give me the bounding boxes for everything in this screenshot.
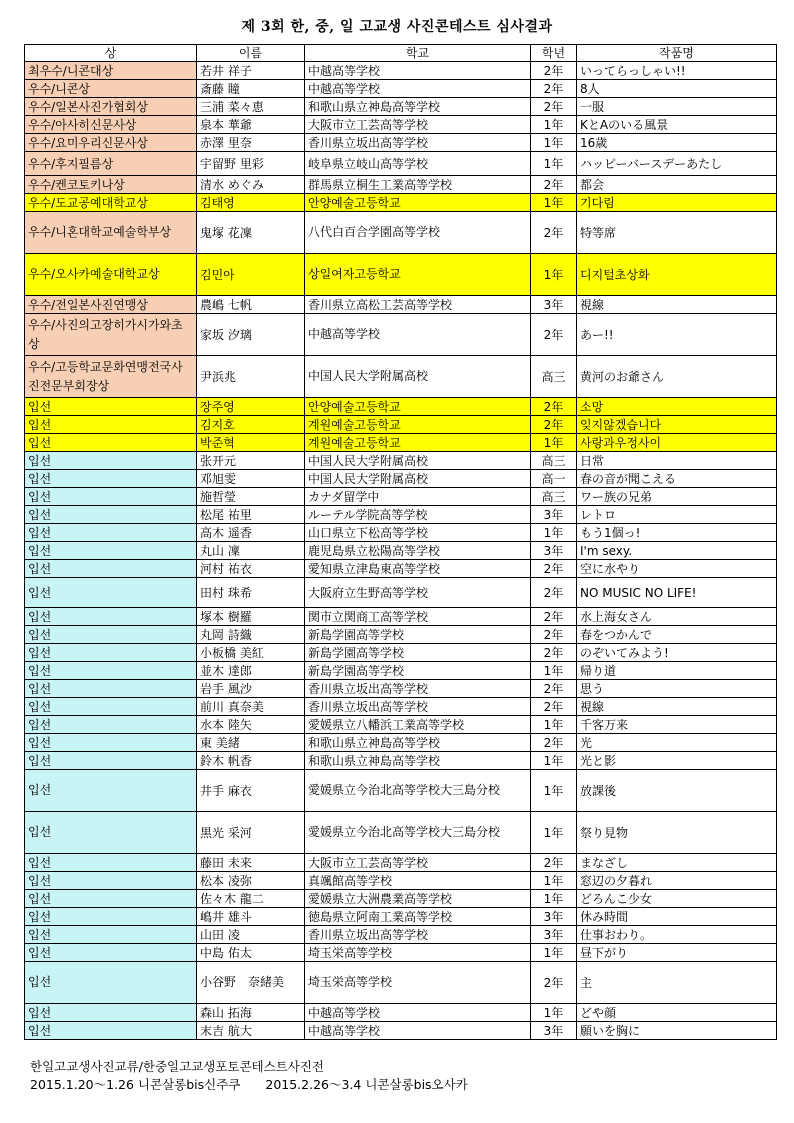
school-cell: 和歌山県立神島高等学校 — [305, 752, 531, 770]
award-cell: 입선 — [25, 770, 197, 812]
work-cell: 都会 — [577, 176, 777, 194]
table-row — [25, 812, 777, 854]
grade-cell: 1年 — [531, 134, 577, 152]
grade-cell: 2年 — [531, 62, 577, 80]
school-cell: 愛知県立津島東高等学校 — [305, 560, 531, 578]
grade-cell: 1年 — [531, 662, 577, 680]
school-cell: 안양예술고등학교 — [305, 398, 531, 416]
school-cell: 안양예술고등학교 — [305, 194, 531, 212]
work-cell: 水上海女さん — [577, 608, 777, 626]
name-cell: 森山 拓海 — [197, 1004, 305, 1022]
grade-cell: 1年 — [531, 890, 577, 908]
column-header-grade: 학년 — [531, 45, 577, 62]
award-cell: 우수/니콘상 — [25, 80, 197, 98]
name-cell: 井手 麻衣 — [197, 770, 305, 812]
award-cell: 입선 — [25, 542, 197, 560]
work-cell: いってらっしゃい!! — [577, 62, 777, 80]
name-cell: 松尾 祐里 — [197, 506, 305, 524]
grade-cell: 2年 — [531, 314, 577, 356]
school-cell: 和歌山県立神島高等学校 — [305, 98, 531, 116]
school-cell: 大阪市立工芸高等学校 — [305, 116, 531, 134]
table-row — [25, 608, 777, 626]
table-row — [25, 926, 777, 944]
name-cell: 박준혁 — [197, 434, 305, 452]
work-cell: 視線 — [577, 698, 777, 716]
table-row — [25, 854, 777, 872]
table-row — [25, 698, 777, 716]
work-cell: I'm sexy. — [577, 542, 777, 560]
name-cell: 黒光 采河 — [197, 812, 305, 854]
table-row — [25, 1004, 777, 1022]
work-cell: もう1個っ! — [577, 524, 777, 542]
school-cell: 香川県立坂出高等学校 — [305, 134, 531, 152]
work-cell: 願いを胸に — [577, 1022, 777, 1040]
table-row — [25, 890, 777, 908]
award-cell: 우수/후지필름상 — [25, 152, 197, 176]
table-row — [25, 488, 777, 506]
award-cell: 입선 — [25, 1004, 197, 1022]
name-cell: 小谷野 奈緒美 — [197, 962, 305, 1004]
award-cell: 입선 — [25, 608, 197, 626]
work-cell: 光 — [577, 734, 777, 752]
grade-cell: 1年 — [531, 812, 577, 854]
name-cell: 김지호 — [197, 416, 305, 434]
table-row — [25, 872, 777, 890]
grade-cell: 2年 — [531, 962, 577, 1004]
work-cell: のぞいてみよう! — [577, 644, 777, 662]
name-cell: 藤田 未来 — [197, 854, 305, 872]
work-cell: あー!! — [577, 314, 777, 356]
grade-cell: 2年 — [531, 398, 577, 416]
table-row — [25, 194, 777, 212]
name-cell: 塚本 樹羅 — [197, 608, 305, 626]
work-cell: 仕事おわり。 — [577, 926, 777, 944]
grade-cell: 2年 — [531, 626, 577, 644]
name-cell: 高木 遥香 — [197, 524, 305, 542]
work-cell: 8人 — [577, 80, 777, 98]
table-row — [25, 398, 777, 416]
work-cell: 黄河のお爺さん — [577, 356, 777, 398]
name-cell: 清水 めぐみ — [197, 176, 305, 194]
school-cell: 新島学園高等学校 — [305, 626, 531, 644]
grade-cell: 1年 — [531, 944, 577, 962]
table-row — [25, 506, 777, 524]
work-cell: 視線 — [577, 296, 777, 314]
grade-cell: 1年 — [531, 434, 577, 452]
name-cell: 鬼塚 花凜 — [197, 212, 305, 254]
name-cell: 宇留野 里彩 — [197, 152, 305, 176]
grade-cell: 2年 — [531, 680, 577, 698]
award-cell: 입선 — [25, 524, 197, 542]
grade-cell: 2年 — [531, 176, 577, 194]
name-cell: 山田 凌 — [197, 926, 305, 944]
school-cell: 山口県立下松高等学校 — [305, 524, 531, 542]
page-title: 제 3회 한, 중, 일 고교생 사진콘테스트 심사결과 — [241, 19, 553, 35]
name-cell: 前川 真奈美 — [197, 698, 305, 716]
award-cell: 입선 — [25, 944, 197, 962]
award-cell: 우수/사진의고장히가시가와초상 — [25, 314, 197, 356]
name-cell: 水本 陸矢 — [197, 716, 305, 734]
award-cell: 입선 — [25, 962, 197, 1004]
award-cell: 입선 — [25, 626, 197, 644]
name-cell: 丸山 凜 — [197, 542, 305, 560]
table-row — [25, 434, 777, 452]
name-cell: 河村 祐衣 — [197, 560, 305, 578]
table-row — [25, 644, 777, 662]
table-row — [25, 770, 777, 812]
work-cell: 사랑과우정사이 — [577, 434, 777, 452]
school-cell: 大阪市立工芸高等学校 — [305, 854, 531, 872]
table-row — [25, 152, 777, 176]
school-cell: 中越高等学校 — [305, 1022, 531, 1040]
grade-cell: 2年 — [531, 578, 577, 608]
school-cell: 계원예술고등학교 — [305, 434, 531, 452]
grade-cell: 1年 — [531, 524, 577, 542]
table-row — [25, 116, 777, 134]
school-cell: 中越高等学校 — [305, 80, 531, 98]
grade-cell: 高一 — [531, 470, 577, 488]
grade-cell: 3年 — [531, 926, 577, 944]
name-cell: 中島 佑太 — [197, 944, 305, 962]
footer-exhibition-title: 한일고교생사진교류/한중일고교생포토콘테스트사진전 — [30, 1059, 325, 1074]
name-cell: 若井 祥子 — [197, 62, 305, 80]
work-cell: どろんこ少女 — [577, 890, 777, 908]
award-cell: 입선 — [25, 434, 197, 452]
school-cell: 中国人民大学附属高校 — [305, 452, 531, 470]
work-cell: 光と影 — [577, 752, 777, 770]
grade-cell: 2年 — [531, 644, 577, 662]
school-cell: 中越高等学校 — [305, 314, 531, 356]
work-cell: 放課後 — [577, 770, 777, 812]
grade-cell: 高三 — [531, 452, 577, 470]
table-row — [25, 80, 777, 98]
work-cell: 特等席 — [577, 212, 777, 254]
award-cell: 우수/오사카예술대학교상 — [25, 254, 197, 296]
name-cell: 田村 珠希 — [197, 578, 305, 608]
table-row — [25, 212, 777, 254]
table-row — [25, 680, 777, 698]
school-cell: 鹿児島県立松陽高等学校 — [305, 542, 531, 560]
name-cell: 泉本 華爺 — [197, 116, 305, 134]
name-cell: 小板橋 美紅 — [197, 644, 305, 662]
table-row — [25, 176, 777, 194]
name-cell: 佐々木 龍二 — [197, 890, 305, 908]
grade-cell: 1年 — [531, 752, 577, 770]
award-cell: 우수/일본사진가협회상 — [25, 98, 197, 116]
table-row — [25, 524, 777, 542]
name-cell: 末吉 航大 — [197, 1022, 305, 1040]
award-cell: 입선 — [25, 488, 197, 506]
table-row — [25, 356, 777, 398]
award-cell: 입선 — [25, 698, 197, 716]
work-cell: ワー族の兄弟 — [577, 488, 777, 506]
work-cell: 16歳 — [577, 134, 777, 152]
work-cell: どや顔 — [577, 1004, 777, 1022]
award-cell: 입선 — [25, 560, 197, 578]
award-cell: 입선 — [25, 470, 197, 488]
award-cell: 입선 — [25, 752, 197, 770]
name-cell: 尹浜兆 — [197, 356, 305, 398]
school-cell: 埼玉栄高等学校 — [305, 944, 531, 962]
school-cell: 埼玉栄高等学校 — [305, 962, 531, 1004]
school-cell: 香川県立坂出高等学校 — [305, 926, 531, 944]
work-cell: 思う — [577, 680, 777, 698]
grade-cell: 高三 — [531, 356, 577, 398]
school-cell: 関市立関商工高等学校 — [305, 608, 531, 626]
table-row — [25, 98, 777, 116]
grade-cell: 2年 — [531, 698, 577, 716]
work-cell: 祭り見物 — [577, 812, 777, 854]
work-cell: 春をつかんで — [577, 626, 777, 644]
award-cell: 우수/니혼대학교예술학부상 — [25, 212, 197, 254]
grade-cell: 2年 — [531, 734, 577, 752]
table-row — [25, 716, 777, 734]
award-cell: 입선 — [25, 680, 197, 698]
school-cell: カナダ留学中 — [305, 488, 531, 506]
school-cell: 中越高等学校 — [305, 62, 531, 80]
award-cell: 입선 — [25, 1022, 197, 1040]
name-cell: 松本 凌弥 — [197, 872, 305, 890]
work-cell: 帰り道 — [577, 662, 777, 680]
work-cell: 昼下がり — [577, 944, 777, 962]
name-cell: 並木 達郎 — [197, 662, 305, 680]
school-cell: 愛媛県立今治北高等学校大三島分校 — [305, 770, 531, 812]
work-cell: 窓辺の夕暮れ — [577, 872, 777, 890]
grade-cell: 3年 — [531, 506, 577, 524]
school-cell: 和歌山県立神島高等学校 — [305, 734, 531, 752]
grade-cell: 2年 — [531, 416, 577, 434]
grade-cell: 2年 — [531, 98, 577, 116]
work-cell: ハッピーバースデーあたし — [577, 152, 777, 176]
award-cell: 입선 — [25, 506, 197, 524]
column-header-school: 학교 — [305, 45, 531, 62]
name-cell: 丸岡 詩織 — [197, 626, 305, 644]
name-cell: 嶋井 雄斗 — [197, 908, 305, 926]
work-cell: NO MUSIC NO LIFE! — [577, 578, 777, 608]
table-row — [25, 134, 777, 152]
school-cell: 群馬県立桐生工業高等学校 — [305, 176, 531, 194]
table-row — [25, 626, 777, 644]
award-cell: 최우수/니콘대상 — [25, 62, 197, 80]
work-cell: 디지털초상화 — [577, 254, 777, 296]
school-cell: 徳島県立阿南工業高等学校 — [305, 908, 531, 926]
award-cell: 입선 — [25, 890, 197, 908]
award-cell: 입선 — [25, 812, 197, 854]
school-cell: 상일여자고등학교 — [305, 254, 531, 296]
grade-cell: 3年 — [531, 908, 577, 926]
name-cell: 施哲瑩 — [197, 488, 305, 506]
award-cell: 입선 — [25, 926, 197, 944]
school-cell: 香川県立坂出高等学校 — [305, 698, 531, 716]
column-header-award: 상 — [25, 45, 197, 62]
name-cell: 김태영 — [197, 194, 305, 212]
table-row — [25, 296, 777, 314]
award-cell: 입선 — [25, 716, 197, 734]
table-row — [25, 416, 777, 434]
school-cell: ルーテル学院高等学校 — [305, 506, 531, 524]
work-cell: 日常 — [577, 452, 777, 470]
work-cell: 千客万来 — [577, 716, 777, 734]
table-header-row — [25, 45, 777, 62]
school-cell: 新島学園高等学校 — [305, 644, 531, 662]
name-cell: 家坂 汐璃 — [197, 314, 305, 356]
name-cell: 三浦 菜々恵 — [197, 98, 305, 116]
table-row — [25, 542, 777, 560]
table-row — [25, 578, 777, 608]
table-row — [25, 470, 777, 488]
work-cell: 空に水やり — [577, 560, 777, 578]
table-row — [25, 962, 777, 1004]
grade-cell: 1年 — [531, 152, 577, 176]
work-cell: 休み時間 — [577, 908, 777, 926]
results-table — [24, 44, 777, 1040]
work-cell: 소망 — [577, 398, 777, 416]
school-cell: 大阪府立生野高等学校 — [305, 578, 531, 608]
work-cell: 기다림 — [577, 194, 777, 212]
grade-cell: 2年 — [531, 854, 577, 872]
work-cell: KとAのいる風景 — [577, 116, 777, 134]
award-cell: 우수/아사히신문사상 — [25, 116, 197, 134]
work-cell: レトロ — [577, 506, 777, 524]
column-header-work: 작품명 — [577, 45, 777, 62]
name-cell: 鈴木 帆香 — [197, 752, 305, 770]
award-cell: 입선 — [25, 734, 197, 752]
school-cell: 愛媛県立八幡浜工業高等学校 — [305, 716, 531, 734]
school-cell: 愛媛県立大洲農業高等学校 — [305, 890, 531, 908]
grade-cell: 1年 — [531, 716, 577, 734]
work-cell: 一服 — [577, 98, 777, 116]
grade-cell: 1年 — [531, 116, 577, 134]
grade-cell: 1年 — [531, 872, 577, 890]
award-cell: 입선 — [25, 644, 197, 662]
school-cell: 香川県立高松工芸高等学校 — [305, 296, 531, 314]
name-cell: 김민아 — [197, 254, 305, 296]
name-cell: 赤澤 里奈 — [197, 134, 305, 152]
school-cell: 香川県立坂出高等学校 — [305, 680, 531, 698]
table-row — [25, 1022, 777, 1040]
award-cell: 입선 — [25, 416, 197, 434]
award-cell: 입선 — [25, 872, 197, 890]
award-cell: 우수/고등학교문화연맹전국사진전문부회장상 — [25, 356, 197, 398]
grade-cell: 2年 — [531, 608, 577, 626]
table-row — [25, 254, 777, 296]
work-cell: 春の音が聞こえる — [577, 470, 777, 488]
grade-cell: 2年 — [531, 80, 577, 98]
award-cell: 우수/요미우리신문사상 — [25, 134, 197, 152]
grade-cell: 1年 — [531, 194, 577, 212]
school-cell: 계원예술고등학교 — [305, 416, 531, 434]
name-cell: 斎藤 瞳 — [197, 80, 305, 98]
grade-cell: 高三 — [531, 488, 577, 506]
award-cell: 우수/전일본사진연맹상 — [25, 296, 197, 314]
table-row — [25, 452, 777, 470]
school-cell: 真颯館高等学校 — [305, 872, 531, 890]
table-row — [25, 734, 777, 752]
grade-cell: 3年 — [531, 542, 577, 560]
school-cell: 中国人民大学附属高校 — [305, 356, 531, 398]
award-cell: 우수/켄코토키나상 — [25, 176, 197, 194]
column-header-name: 이름 — [197, 45, 305, 62]
award-cell: 입선 — [25, 662, 197, 680]
school-cell: 中越高等学校 — [305, 1004, 531, 1022]
name-cell: 農嶋 七帆 — [197, 296, 305, 314]
award-cell: 입선 — [25, 578, 197, 608]
table-row — [25, 62, 777, 80]
award-cell: 입선 — [25, 854, 197, 872]
school-cell: 岐阜県立岐山高等学校 — [305, 152, 531, 176]
award-cell: 입선 — [25, 398, 197, 416]
grade-cell: 3年 — [531, 296, 577, 314]
name-cell: 장주영 — [197, 398, 305, 416]
award-cell: 입선 — [25, 908, 197, 926]
table-row — [25, 314, 777, 356]
name-cell: 张开元 — [197, 452, 305, 470]
work-cell: 잊지않겠습니다 — [577, 416, 777, 434]
grade-cell: 2年 — [531, 212, 577, 254]
grade-cell: 3年 — [531, 1022, 577, 1040]
table-row — [25, 908, 777, 926]
footer-exhibition-dates: 2015.1.20～1.26 니콘살롱bis신주쿠 2015.2.26～3.4 니콘살롱bis오사카 — [30, 1077, 468, 1092]
name-cell: 邓旭雯 — [197, 470, 305, 488]
table-row — [25, 560, 777, 578]
school-cell: 新島学園高等学校 — [305, 662, 531, 680]
school-cell: 八代白百合学園高等学校 — [305, 212, 531, 254]
work-cell: 主 — [577, 962, 777, 1004]
name-cell: 東 美緒 — [197, 734, 305, 752]
grade-cell: 2年 — [531, 560, 577, 578]
award-cell: 입선 — [25, 452, 197, 470]
school-cell: 愛媛県立今治北高等学校大三島分校 — [305, 812, 531, 854]
work-cell: まなざし — [577, 854, 777, 872]
award-cell: 우수/도교공예대학교상 — [25, 194, 197, 212]
table-body — [25, 62, 777, 1040]
name-cell: 岩手 風沙 — [197, 680, 305, 698]
grade-cell: 1年 — [531, 254, 577, 296]
table-row — [25, 662, 777, 680]
school-cell: 中国人民大学附属高校 — [305, 470, 531, 488]
grade-cell: 1年 — [531, 1004, 577, 1022]
footer — [30, 1058, 468, 1094]
grade-cell: 1年 — [531, 770, 577, 812]
table-row — [25, 752, 777, 770]
table-row — [25, 944, 777, 962]
